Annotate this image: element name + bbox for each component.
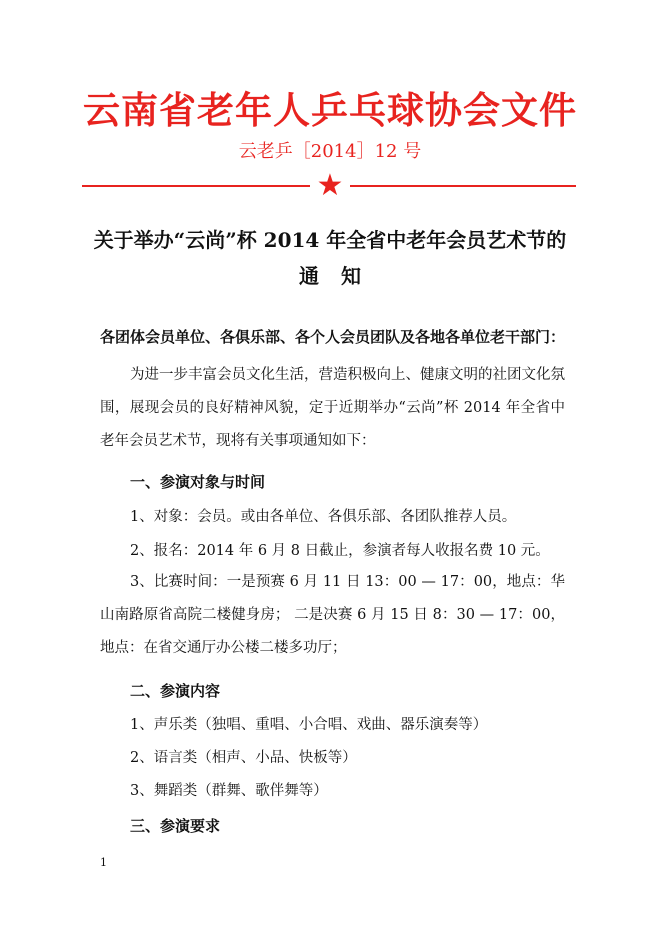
notice-title-line1: 关于举办“云尚”杯 2014 年全省中老年会员艺术节的: [93, 228, 567, 252]
list-item: 3、舞蹈类（群舞、歌伴舞等）: [130, 783, 328, 799]
section-heading-requirements: 三、参演要求: [130, 817, 221, 835]
list-item: 2、报名：2014 年 6 月 8 日截止，参演者每人收报名费 10 元。: [130, 543, 550, 559]
intro-paragraph: 为进一步丰富会员文化生活，营造积极向上、健康文明的社团文化氛围，展现会员的良好精神风貌，定于近期举办“云尚”杯 2014 年全省中老年会员艺术节，现将有关事项通知如下：: [100, 367, 565, 449]
list-item: 3、比赛时间：一是预赛 6 月 11 日 13：00 — 17：00，地点：华山南路原省高院二楼健身房； 二是决赛 6 月 15 日 8：30 — 17：00，地点：在省交通厅办公楼二楼多功厅；: [100, 574, 565, 656]
document-number: 云老乒［2014］12 号: [238, 141, 422, 162]
list-item: 1、声乐类（独唱、重唱、小合唱、戏曲、器乐演奏等）: [130, 717, 488, 733]
notice-title-line2: 通知: [299, 264, 383, 288]
section-heading-content: 二、参演内容: [130, 682, 221, 700]
red-star-icon: ★: [316, 168, 344, 203]
list-item: 1、对象：会员。或由各单位、各俱乐部、各团队推荐人员。: [130, 509, 517, 525]
page-number: 1: [100, 856, 107, 869]
org-title: 云南省老年人乒乓球协会文件: [83, 89, 577, 132]
divider-line-left: [82, 185, 310, 187]
list-item: 2、语言类（相声、小品、快板等）: [130, 750, 357, 766]
divider-line-right: [350, 185, 576, 187]
notice-title: [0, 222, 660, 294]
salutation: 各团体会员单位、各俱乐部、各个人会员团队及各地各单位老干部门：: [100, 328, 566, 346]
section-heading-participants: 一、参演对象与时间: [130, 473, 266, 491]
